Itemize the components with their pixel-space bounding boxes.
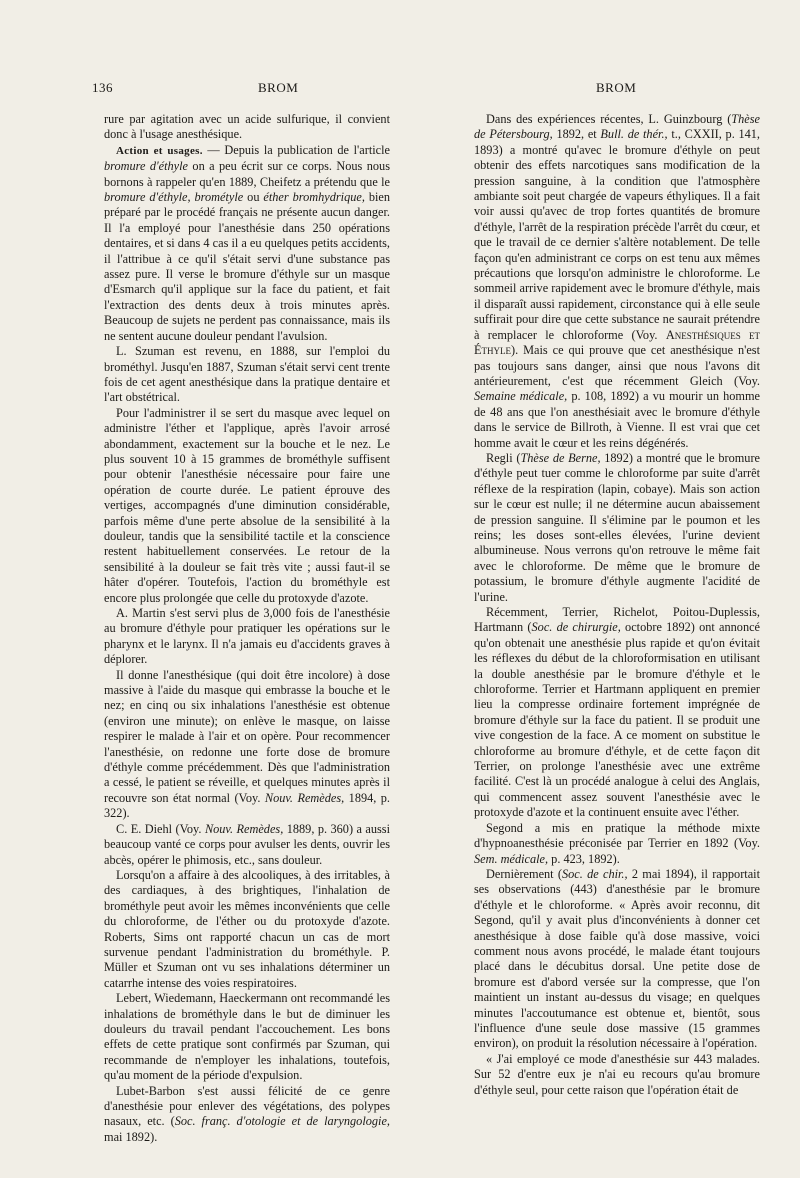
running-head-right: BROM bbox=[596, 80, 637, 95]
paragraph: Lubet-Barbon s'est aussi félicité de ce genre d'anesthésie pour enlever des végétations, des polypes nasaux, etc. (Soc. franç. d'otologie et de laryngologie, mai 1892). bbox=[104, 1083, 390, 1144]
run-in-heading: Action et usages. bbox=[116, 144, 203, 157]
paragraph: C. E. Diehl (Voy. Nouv. Remèdes, 1889, p. 360) a aussi beaucoup vanté ce corps pour avulser les dents, ouvrir les abcès, opérer le phimosis, etc., sans douleur. bbox=[104, 821, 390, 867]
paragraph: Segond a mis en pratique la méthode mixte d'hypnoanesthésie préconisée par Terrier en 1892 (Voy. Sem. médicale, p. 423, 1892). bbox=[474, 820, 760, 866]
left-column bbox=[104, 112, 390, 1145]
paragraph: Il donne l'anesthésique (qui doit être incolore) à dose massive à l'aide du masque qui embrasse la bouche et le nez; en cinq ou six inhalations l'anesthésie est obtenue (environ une minute); on enlève le masque, on laisse respirer le malade à l'air et on opère. Pour recommencer l'anesthésie, on redonne une forte dose de bromure d'éthyle comme précédemment. Dès que l'administration a cessé, le patient se réveille, et quelques minutes après il recouvre son état normal (Voy. Nouv. Remèdes, 1894, p. 322). bbox=[104, 667, 390, 821]
paragraph: Lebert, Wiedemann, Haeckermann ont recommandé les inhalations de brométhyle dans le but de diminuer les douleurs du travail pendant l'accouchement. Les bons effets de cette pratique sont confirmés par Szuman, qui recommande de n'employer les inhalations, toutefois, qu'au moment de la période d'expulsion. bbox=[104, 991, 390, 1083]
right-column bbox=[474, 112, 760, 1098]
paragraph: Dans des expériences récentes, L. Guinzbourg (Thèse de Pétersbourg, 1892, et Bull. de thér., t., CXXII, p. 141, 1893) a montré qu'avec le bromure d'éthyle on peut obtenir des effets narcotiques sans modification de la pression sanguine, à la condition que l'atmosphère ambiante soit peut chargée de vapeurs éthyliques. Il a fait voir aussi qu'avec de trop fortes quantités de bromure d'éthyle, l'arrêt de la respiration précède l'arrêt du cœur, et que le travail de ce dernier s'altère notablement. De telle façon qu'en administrant ce corps on est tenu aux mêmes précautions que lorsqu'on administre le chloroforme. Le sommeil arrive rapidement avec le bromure d'éthyle, mais il disparaît aussi rapidement, circonstance qui à elle seule suffirait pour dire que cette substance ne saurait prétendre à remplacer le chloroforme (Voy. Anesthésiques et Éthyle). Mais ce qui prouve que cet anesthésique n'est pas toujours sans danger, ainsi que nous l'avons dit antérieurement, c'est que récemment Gleich (Voy. Semaine médicale, p. 108, 1892) a vu mourir un homme de 48 ans que l'on anesthésiait avec le bromure d'éthyle dans le service de Billroth, à Vienne. Il est vrai que cet homme avait le cœur et les reins dégénérés. bbox=[474, 112, 761, 450]
paragraph: Regli (Thèse de Berne, 1892) a montré que le bromure d'éthyle peut tuer comme le chloroforme par suite d'arrêt réflexe de la respiration (lapin, cobaye). Mais son action sur le cœur est nulle; il ne détermine aucun abaissement de pression sanguine. Il s'élimine par le poumon et les reins; les doses sont-elles élevées, l'urine devient albumineuse. Nous verrons qu'on retrouve le même fait avec le chloroforme. De même que le bromure de potassium, le bromure d'éthyle augmente l'acidité de l'urine. bbox=[474, 450, 760, 604]
paragraph: A. Martin s'est servi plus de 3,000 fois de l'anesthésie au bromure d'éthyle pour pratiquer les opérations sur le pharynx et le larynx. Il n'a jamais eu d'accidents graves à déplorer. bbox=[104, 606, 390, 667]
page-number: 136 bbox=[92, 80, 113, 95]
paragraph: rure par agitation avec un acide sulfurique, il convient donc à l'usage anesthésique. bbox=[104, 112, 390, 142]
paragraph: Lorsqu'on a affaire à des alcooliques, à des irritables, à des cardiaques, à des brightiques, l'inhalation de brométhyle peut avoir les mêmes inconvénients que celle du chloroforme, de l'éther ou du protoxyde d'azote. Roberts, Sims ont rapporté chacun un cas de mort survenue pendant l'administration du brométhyle. P. Müller et Szuman ont vu ses inhalations déterminer un catarrhe intense des voies respiratoires. bbox=[104, 867, 390, 990]
paragraph: L. Szuman est revenu, en 1888, sur l'emploi du brométhyl. Jusqu'en 1887, Szuman s'était servi cent trente fois de cet agent anesthésique dans la pratique dentaire et l'art obstétrical. bbox=[104, 344, 390, 405]
paragraph: Récemment, Terrier, Richelot, Poitou-Duplessis, Hartmann (Soc. de chirurgie, octobre 1892) ont annoncé qu'on obtenait une anesthésie plus rapide et qu'on évitait les réflexes du début de la chloroformisation en utilisant la double anesthésie par le bromure d'éthyle et le chloroforme. Terrier et Hartmann appliquent en premier lieu la compresse ordinaire fortement imprégnée de bromure d'éthyle sur la face du patient. Il se produit une vive congestion de la face. A ce moment on substitue le chloroforme au bromure d'éthyle, et de cette façon dit Terrier, on prolonge l'anesthésie avec une extrême facilité. C'est là un procédé analogue à celui des Anglais, qui commencent assez souvent l'anesthésie avec le protoxyde d'azote et la continuent ensuite avec l'éther. bbox=[474, 605, 761, 820]
paragraph: Action et usages. — Depuis la publication de l'article bromure d'éthyle on a peu écrit sur ce corps. Nous nous bornons à rappeler qu'en 1889, Cheifetz a prétendu que le bromure d'éthyle, brométyle ou éther bromhydrique, bien préparé par le procédé français ne présente aucun danger. Il l'a employé pour l'anesthésie dans 250 opérations dentaires, et si dans 4 cas il a eu quelques petits accidents, il l'attribue à ce qu'il s'était servi d'une substance pas assez pure. Il verse le bromure d'éthyle sur un masque d'Esmarch qu'il applique sur la face du patient, et fait l'extraction des dents deux à trois minutes après. Beaucoup de sujets ne perdent pas connaissance, mais ils ne sentent aucune douleur pendant l'avulsion. bbox=[104, 142, 391, 343]
paragraph: Dernièrement (Soc. de chir., 2 mai 1894), il rapportait ses observations (443) d'anesthésie par le bromure d'éthyle et le chloroforme. « Après avoir reconnu, dit Segond, qu'il y avait plus d'inconvénients à donner cet anesthésique à dose faible qu'à dose massive, voici comment nous avons procédé, le malade étant toujours placé dans le décubitus dorsal. Une petite dose de bromure est d'abord versée sur la compresse, que l'on maintient un instant au-dessus du visage; en quelques minutes l'accoutumance est obtenue et, bientôt, sous l'influence d'une seule dose massive (15 grammes environ), on produit la résolution nécessaire à l'opération. bbox=[474, 866, 760, 1051]
paragraph: « J'ai employé ce mode d'anesthésie sur 443 malades. Sur 52 d'entre eux je n'ai eu recours qu'au bromure d'éthyle seul, pour cette raison que l'opération était de bbox=[474, 1051, 760, 1097]
running-head-left: BROM bbox=[258, 80, 299, 95]
paragraph: Pour l'administrer il se sert du masque avec lequel on administre l'éther et l'applique, après l'avoir arrosé abondamment, exactement sur la bouche et le nez. Le plus souvent 10 à 15 grammes de brométhyle suffisent pour obtenir l'anesthésie nécessaire pour faire une opération de courte durée. Le patient éprouve des vertiges, accompagnés d'une diminution considérable, parfois même d'une perte absolue de la sensibilité à la douleur, tandis que la sensibilité tactile et la conscience restent habituellement conservées. Le retour de la sensibilité à la douleur se fait très vite ; aussi faut-il se hâter d'opérer. Toutefois, l'action du brométhyle est encore plus prolongée que celle du protoxyde d'azote. bbox=[104, 405, 390, 605]
